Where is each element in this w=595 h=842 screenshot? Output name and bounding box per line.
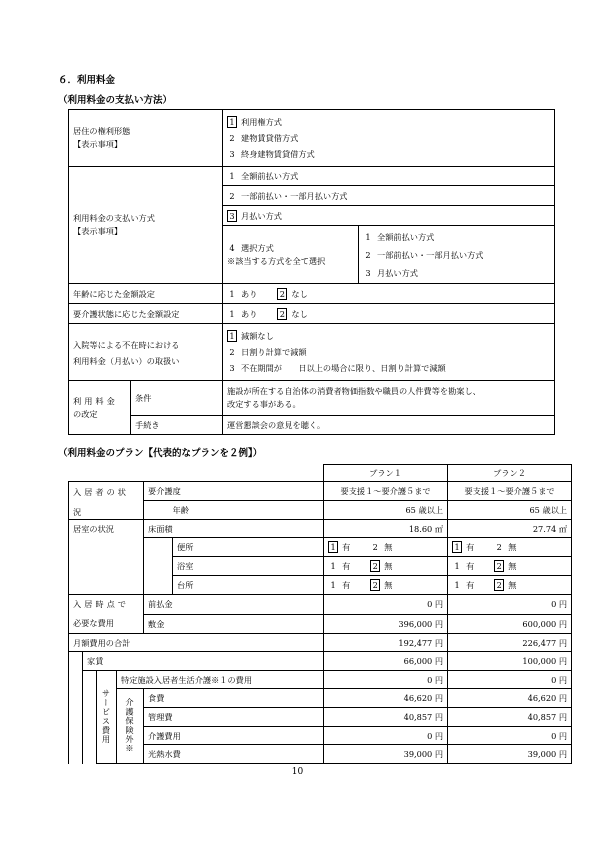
kitchen-plan1: 1 有 2 無 xyxy=(324,576,448,595)
method-sub-options: 1 全額前払い方式 2 一部前払い・一部月払い方式 3 月払い方式 xyxy=(359,226,555,284)
method-option-1: 1 全額前払い方式 xyxy=(223,167,555,186)
deposit-label: 敷金 xyxy=(144,614,324,634)
care-level-plan1: 要支援１～要介護５まで xyxy=(324,482,448,501)
prepay-label: 前払金 xyxy=(144,595,324,615)
age-plan1: 65 歳以上 xyxy=(324,501,448,520)
food-plan1: 46,620 円 xyxy=(324,689,448,708)
revision-procedure-text: 運営懇談会の意見を聴く。 xyxy=(223,416,555,435)
rights-label-note: 【表示事項】 xyxy=(73,139,123,149)
toilet-plan2: 1 有 2 無 xyxy=(448,538,572,557)
rights-option-2: 2 建物賃貸借方式 xyxy=(229,132,299,143)
plans-table xyxy=(68,464,572,764)
floor-plan2: 27.74 ㎡ xyxy=(448,520,572,538)
carefee-plan2: 0 円 xyxy=(448,727,572,745)
revision-label-cell: 利用料金 の改定 xyxy=(69,381,131,435)
age-setting-options: 1 あり 2 なし xyxy=(223,284,555,304)
toilet-plan1: 1 有 2 無 xyxy=(324,538,448,557)
monthly-plan2: 226,477 円 xyxy=(448,634,572,652)
room-label: 居室の状況 xyxy=(69,520,144,595)
method-label-cell xyxy=(69,167,223,284)
revision-condition-label: 条件 xyxy=(131,381,223,416)
care-setting-options: 1 あり 2 なし xyxy=(223,304,555,324)
deposit-plan2: 600,000 円 xyxy=(448,614,572,634)
floor-label: 床面積 xyxy=(144,520,324,538)
revision-procedure-label: 手続き xyxy=(131,416,223,435)
service-label: サービス費用 xyxy=(97,671,117,764)
method-option-3: 3 月払い方式 xyxy=(223,206,555,226)
rent-plan1: 66,000 円 xyxy=(324,652,448,671)
method-label: 利用料金の支払い方式 xyxy=(73,213,155,223)
utility-plan1: 39,000 円 xyxy=(324,745,448,764)
specific-label: 特定施設入居者生活介護※１の費用 xyxy=(117,671,324,689)
toilet-label: 便所 xyxy=(173,538,324,557)
absence-label-cell: 入院等による不在時における 利用料金（月払い）の取扱い xyxy=(69,324,223,381)
floor-plan1: 18.60 ㎡ xyxy=(324,520,448,538)
movein-label-cell: 入居時点で 必要な費用 xyxy=(69,595,144,634)
plan1-header: プラン１ xyxy=(324,465,448,482)
mgmt-plan2: 40,857 円 xyxy=(448,708,572,727)
age-setting-label: 年齢に応じた金額設定 xyxy=(69,284,223,304)
plans-header-blank xyxy=(69,465,324,482)
care-setting-label: 要介護状態に応じた金額設定 xyxy=(69,304,223,324)
specific-plan1: 0 円 xyxy=(324,671,448,689)
monthly-label: 月額費用の合計 xyxy=(69,634,324,652)
rights-options xyxy=(223,110,555,167)
plan2-header: プラン２ xyxy=(448,465,572,482)
care-level-plan2: 要支援１～要介護５まで xyxy=(448,482,572,501)
prepay-plan2: 0 円 xyxy=(448,595,572,615)
resident-label-cell: 入居者の状 況 xyxy=(69,482,144,520)
outside-insurance-label: 介護保険外※ xyxy=(117,689,144,764)
age-plan2: 65 歳以上 xyxy=(448,501,572,520)
absence-options: 1 減額なし 2 日割り計算で減額 3 不在期間が 日以上の場合に限り、日割り計算で減額 xyxy=(223,324,555,381)
method-option-4-note: ※該当する方式を全て選択 xyxy=(227,255,326,266)
method-label-note: 【表示事項】 xyxy=(73,226,123,236)
payment-subtitle: （利用料金の支払い方法） xyxy=(58,95,173,106)
bath-label: 浴室 xyxy=(173,557,324,576)
page-number: 10 xyxy=(291,767,304,777)
bath-plan1: 1 有 2 無 xyxy=(324,557,448,576)
rights-option-1: 1 利用権方式 xyxy=(227,113,550,132)
utility-plan2: 39,000 円 xyxy=(448,745,572,764)
payment-method-table xyxy=(68,109,555,435)
mgmt-plan1: 40,857 円 xyxy=(324,708,448,727)
method-option-2: 2 一部前払い・一部月払い方式 xyxy=(223,186,555,206)
food-plan2: 46,620 円 xyxy=(448,689,572,708)
bath-plan2: 1 有 2 無 xyxy=(448,557,572,576)
kitchen-plan2: 1 有 2 無 xyxy=(448,576,572,595)
kitchen-label: 台所 xyxy=(173,576,324,595)
deposit-plan1: 396,000 円 xyxy=(324,614,448,634)
rent-plan2: 100,000 円 xyxy=(448,652,572,671)
rights-label: 居住の権利形態 xyxy=(73,126,131,136)
carefee-plan1: 0 円 xyxy=(324,727,448,745)
rights-option-3: 3 終身建物賃貸借方式 xyxy=(229,148,315,159)
rights-label-cell xyxy=(69,110,223,167)
prepay-plan1: 0 円 xyxy=(324,595,448,615)
care-level-label: 要介護度 xyxy=(144,482,324,501)
rent-label: 家賃 xyxy=(83,652,324,671)
monthly-plan1: 192,477 円 xyxy=(324,634,448,652)
section-title: ６．利用料金 xyxy=(58,75,116,86)
age-label: 年齢 xyxy=(173,501,324,520)
carefee-label: 介護費用 xyxy=(144,727,324,745)
revision-condition-text: 施設が所在する自治体の消費者物価指数や職員の人件費等を勘案し、 改定する事がある。 xyxy=(223,381,555,416)
mgmt-label: 管理費 xyxy=(144,708,324,727)
food-label: 食費 xyxy=(144,689,324,708)
utility-label: 光熱水費 xyxy=(144,745,324,764)
specific-plan2: 0 円 xyxy=(448,671,572,689)
method-option-4: 4 選択方式 ※該当する方式を全て選択 xyxy=(223,226,359,284)
plans-subtitle: （利用料金のプラン【代表的なプランを２例】） xyxy=(58,448,263,459)
